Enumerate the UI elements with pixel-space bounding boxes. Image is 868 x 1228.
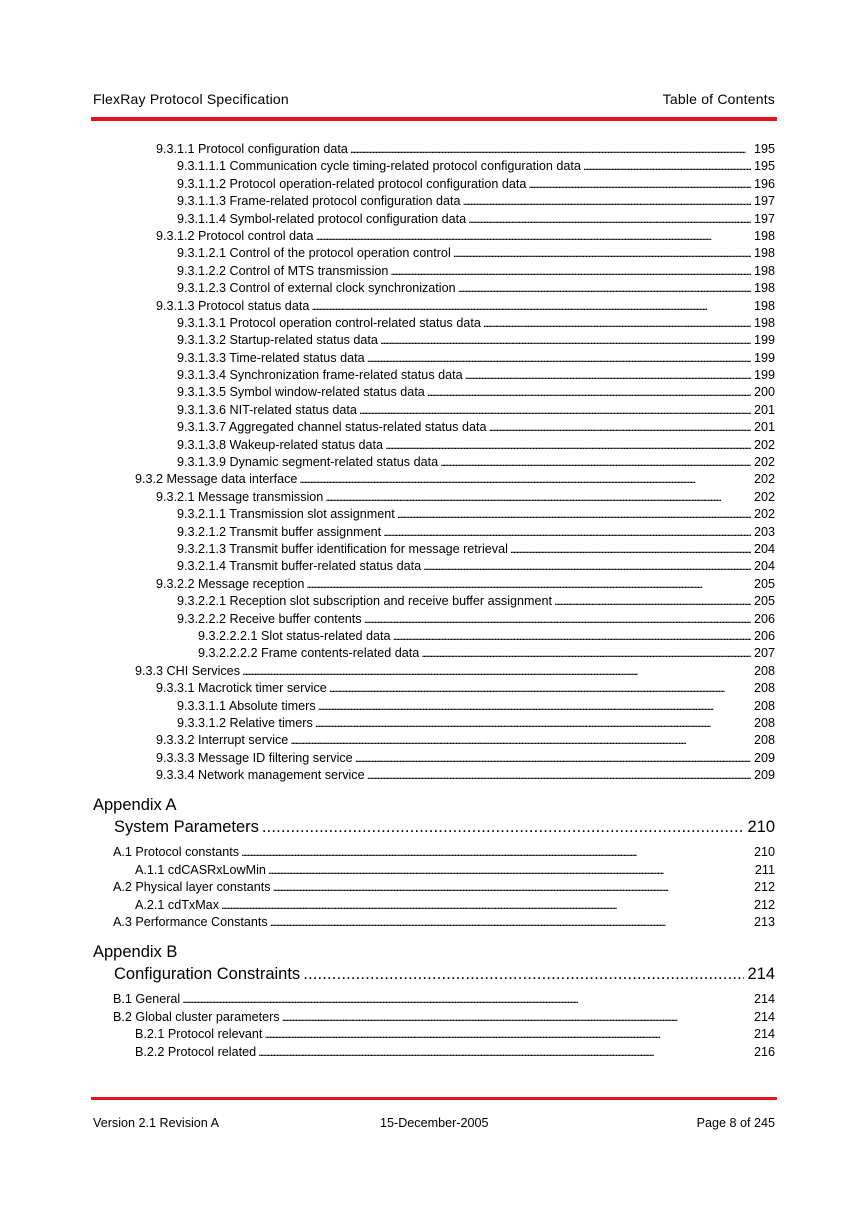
toc-entry[interactable]: [93, 558, 775, 575]
dot-leader: [364, 611, 751, 628]
page-number: Page 8 of 245: [696, 1116, 775, 1130]
toc-entry-title: 9.3.2.2.1 Reception slot subscription and receive buffer assignment: [177, 594, 553, 609]
footer-rule: [91, 1097, 777, 1100]
dot-leader: [262, 816, 745, 838]
appendix-items: [93, 844, 775, 931]
toc-entry-page: 198: [753, 246, 775, 261]
dot-leader: [421, 645, 751, 662]
toc-entry-page: 209: [753, 768, 775, 783]
toc-entry-title: A.3 Performance Constants: [113, 915, 268, 930]
toc-entry[interactable]: [93, 991, 775, 1008]
toc-entry-page: 202: [753, 489, 775, 504]
toc-entry-title: 9.3.2.1.2 Transmit buffer assignment: [177, 524, 382, 539]
toc-entry-page: 212: [753, 880, 775, 895]
toc-entry-title: 9.3.1.2.3 Control of external clock synchronization: [177, 281, 456, 296]
dot-leader: [393, 628, 751, 645]
toc-entry-title: 9.3.2.2 Message reception: [156, 576, 305, 591]
dot-leader: [315, 715, 751, 732]
toc-entries: [93, 141, 775, 784]
toc-entry[interactable]: [93, 524, 775, 541]
toc-entry-page: 196: [753, 176, 775, 191]
dot-leader: [440, 454, 751, 471]
toc-entry[interactable]: [93, 897, 775, 914]
toc-entry-title: 9.3.3.2 Interrupt service: [156, 733, 289, 748]
dot-leader: [241, 844, 751, 861]
dot-leader: [182, 991, 751, 1008]
toc-entry-page: 204: [753, 541, 775, 556]
dot-leader: [270, 914, 751, 931]
toc-entry-title: 9.3.1.3.1 Protocol operation control-related status data: [177, 315, 481, 330]
toc-entry-title: 9.3.1.3.4 Synchronization frame-related status data: [177, 368, 463, 383]
toc-entry-page: 201: [753, 402, 775, 417]
appendix-label: Appendix A: [93, 796, 177, 815]
toc-entry-page: 200: [753, 385, 775, 400]
dot-leader: [583, 158, 751, 175]
toc-entry-page: 202: [753, 507, 775, 522]
toc-appendices: [93, 794, 775, 1061]
toc-entry-title: 9.3.2.2.2 Receive buffer contents: [177, 611, 362, 626]
toc-entry[interactable]: [93, 454, 775, 471]
version-label: Version 2.1 Revision A: [93, 1116, 220, 1130]
toc-entry-title: A.2.1 cdTxMax: [135, 897, 219, 912]
dot-leader: [488, 419, 751, 436]
dot-leader: [463, 193, 751, 210]
toc-entry-page: 207: [753, 646, 775, 661]
toc-entry[interactable]: [93, 263, 775, 280]
toc-entry-title: 9.3.2 Message data interface: [135, 472, 298, 487]
toc-entry-title: B.2.1 Protocol relevant: [135, 1027, 263, 1042]
dot-leader: [367, 350, 751, 367]
dot-leader: [273, 879, 752, 896]
toc-entry[interactable]: [93, 628, 775, 645]
toc-entry[interactable]: [93, 211, 775, 228]
toc-entry-title: 9.3.1.3.6 NIT-related status data: [177, 402, 357, 417]
toc-entry[interactable]: [93, 471, 775, 488]
dot-leader: [465, 367, 751, 384]
toc-entry-page: 214: [753, 992, 775, 1007]
page-footer: [93, 1116, 775, 1130]
toc-entry-page: 202: [753, 472, 775, 487]
appendix-block: [93, 941, 775, 1061]
toc-entry[interactable]: [93, 419, 775, 436]
toc-entry-page: 199: [753, 350, 775, 365]
toc-entry[interactable]: [93, 844, 775, 861]
dot-leader: [268, 862, 751, 879]
dot-leader: [316, 228, 751, 245]
dot-leader: [264, 1026, 751, 1043]
toc-entry-title: 9.3.1.2 Protocol control data: [156, 228, 314, 243]
dot-leader: [306, 576, 751, 593]
toc-entry[interactable]: [93, 298, 775, 315]
toc-entry-title: 9.3.1.2.2 Control of MTS transmission: [177, 263, 389, 278]
toc-entry-title: 9.3.1.1 Protocol configuration data: [156, 142, 348, 156]
dot-leader: [325, 489, 751, 506]
toc-entry-title: 9.3.3.1.1 Absolute timers: [177, 698, 316, 713]
appendix-items: [93, 991, 775, 1061]
dot-leader: [397, 506, 751, 523]
appendix-title: Configuration Constraints: [114, 965, 301, 984]
dot-leader: [390, 263, 751, 280]
toc-entry-title: 9.3.1.1.1 Communication cycle timing-related protocol configuration data: [177, 159, 581, 174]
toc-entry[interactable]: [93, 1044, 775, 1061]
dot-leader: [282, 1009, 751, 1026]
toc-entry-page: 208: [753, 663, 775, 678]
toc-entry-title: 9.3.1.2.1 Control of the protocol operation control: [177, 246, 451, 261]
dot-leader: [383, 524, 751, 541]
toc-entry[interactable]: [93, 315, 775, 332]
appendix-page: 210: [747, 818, 775, 837]
toc-entry[interactable]: [93, 402, 775, 419]
toc-entry-title: B.2.2 Protocol related: [135, 1044, 257, 1059]
dot-leader: [380, 332, 751, 349]
toc-entry[interactable]: [93, 767, 775, 784]
toc-entry[interactable]: [93, 367, 775, 384]
appendix-page: 214: [747, 965, 775, 984]
toc-entry-page: 205: [753, 594, 775, 609]
toc-entry-page: 211: [754, 862, 775, 877]
toc-entry[interactable]: [93, 228, 775, 245]
toc-entry-title: 9.3.2.2.2.1 Slot status-related data: [198, 628, 391, 643]
dot-leader: [510, 541, 751, 558]
dot-leader: [367, 767, 751, 784]
toc-entry[interactable]: [93, 576, 775, 593]
toc-entry[interactable]: [93, 193, 775, 210]
dot-leader: [221, 897, 751, 914]
dot-leader: [318, 698, 751, 715]
toc-entry[interactable]: [93, 350, 775, 367]
toc-entry-title: 9.3.1.3 Protocol status data: [156, 298, 310, 313]
appendix-title-row[interactable]: [93, 816, 775, 838]
toc-entry-page: 195: [753, 142, 775, 156]
toc-entry-title: 9.3.1.1.2 Protocol operation-related protocol configuration data: [177, 176, 527, 191]
dot-leader: [303, 963, 744, 985]
toc-entry[interactable]: [93, 141, 775, 158]
appendix-title: System Parameters: [114, 818, 259, 837]
toc-entry[interactable]: [93, 1009, 775, 1026]
toc-entry-page: 208: [753, 681, 775, 696]
toc-entry[interactable]: [93, 437, 775, 454]
toc-entry-page: 199: [753, 368, 775, 383]
appendix-block: [93, 794, 775, 931]
toc-entry[interactable]: [93, 732, 775, 749]
dot-leader: [385, 437, 751, 454]
toc-entry-page: 214: [753, 1027, 775, 1042]
dot-leader: [359, 402, 751, 419]
dot-leader: [423, 558, 751, 575]
toc-entry-title: 9.3.3.4 Network management service: [156, 768, 365, 783]
dot-leader: [242, 663, 751, 680]
toc-entry-title: A.1 Protocol constants: [113, 845, 240, 860]
toc-entry-page: 212: [753, 897, 775, 912]
toc-entry-title: 9.3.1.3.9 Dynamic segment-related status data: [177, 455, 439, 470]
toc-entry[interactable]: [93, 158, 775, 175]
toc-entry[interactable]: [93, 750, 775, 767]
toc-entry-title: 9.3.1.1.3 Frame-related protocol configuration data: [177, 194, 461, 209]
toc-entry-title: 9.3.1.3.7 Aggregated channel status-related status data: [177, 420, 487, 435]
toc-entry-title: 9.3.2.2.2.2 Frame contents-related data: [198, 646, 420, 661]
dot-leader: [528, 176, 751, 193]
toc-entry-page: 208: [753, 715, 775, 730]
toc-entry-page: 198: [753, 281, 775, 296]
toc-entry-title: 9.3.1.3.8 Wakeup-related status data: [177, 437, 384, 452]
toc-entry-title: 9.3.2.1.3 Transmit buffer identification for message retrieval: [177, 541, 508, 556]
toc-entry-page: 209: [753, 750, 775, 765]
toc-entry[interactable]: [93, 698, 775, 715]
toc-entry-title: 9.3.3.1 Macrotick timer service: [156, 681, 327, 696]
toc-entry[interactable]: [93, 862, 775, 879]
dot-leader: [329, 680, 751, 697]
toc-entry[interactable]: [93, 541, 775, 558]
toc-entry[interactable]: [93, 176, 775, 193]
page-header: [93, 91, 775, 111]
toc-entry-page: 208: [753, 698, 775, 713]
toc-entry[interactable]: [93, 914, 775, 931]
dot-leader: [483, 315, 751, 332]
toc-entry-title: 9.3.3.3 Message ID filtering service: [156, 750, 353, 765]
toc-entry-page: 208: [753, 733, 775, 748]
toc-entry-page: 198: [753, 298, 775, 313]
dot-leader: [290, 732, 751, 749]
dot-leader: [350, 141, 751, 158]
toc-entry-title: A.2 Physical layer constants: [113, 880, 271, 895]
toc-entry-page: 204: [753, 559, 775, 574]
toc-entry[interactable]: [93, 1026, 775, 1043]
dot-leader: [299, 471, 751, 488]
toc-entry[interactable]: [93, 593, 775, 610]
appendix-label: Appendix B: [93, 943, 178, 962]
toc-entry-title: 9.3.2.1.1 Transmission slot assignment: [177, 507, 395, 522]
toc-entry[interactable]: [93, 879, 775, 896]
toc-entry-page: 206: [753, 628, 775, 643]
toc-entry-page: 199: [753, 333, 775, 348]
toc-entry-title: 9.3.3.1.2 Relative timers: [177, 715, 313, 730]
toc-entry-page: 197: [753, 194, 775, 209]
toc-entry-title: A.1.1 cdCASRxLowMin: [135, 862, 266, 877]
dot-leader: [355, 750, 751, 767]
toc-entry-title: 9.3.1.3.3 Time-related status data: [177, 350, 365, 365]
dot-leader: [554, 593, 751, 610]
dot-leader: [468, 211, 751, 228]
toc-entry[interactable]: [93, 332, 775, 349]
toc-entry[interactable]: [93, 611, 775, 628]
document-title: FlexRay Protocol Specification: [93, 91, 289, 107]
section-title: Table of Contents: [662, 91, 775, 107]
dot-leader: [427, 384, 751, 401]
toc-entry-title: 9.3.1.3.2 Startup-related status data: [177, 333, 378, 348]
toc-entry-page: 198: [753, 228, 775, 243]
toc-entry[interactable]: [93, 663, 775, 680]
toc-entry-title: 9.3.3 CHI Services: [135, 663, 240, 678]
toc-entry[interactable]: [93, 680, 775, 697]
toc-entry-page: 213: [753, 915, 775, 930]
appendix-title-row[interactable]: [93, 963, 775, 985]
toc-entry-page: 210: [753, 845, 775, 860]
toc-entry-title: 9.3.1.3.5 Symbol window-related status data: [177, 385, 425, 400]
toc-entry-title: B.1 General: [113, 992, 181, 1007]
toc-entry-title: 9.3.2.1 Message transmission: [156, 489, 324, 504]
toc-entry-page: 201: [753, 420, 775, 435]
header-rule: [91, 117, 777, 121]
dot-leader: [258, 1044, 751, 1061]
dot-leader: [458, 280, 751, 297]
toc-entry[interactable]: [93, 715, 775, 732]
toc-entry[interactable]: [93, 280, 775, 297]
toc-entry-page: 206: [753, 611, 775, 626]
dot-leader: [311, 298, 751, 315]
toc-entry-page: 197: [753, 211, 775, 226]
toc-entry[interactable]: [93, 489, 775, 506]
toc-entry-page: 198: [753, 315, 775, 330]
toc-entry-title: 9.3.1.1.4 Symbol-related protocol configuration data: [177, 211, 467, 226]
toc-entry-title: B.2 Global cluster parameters: [113, 1009, 280, 1024]
toc-entry[interactable]: [93, 384, 775, 401]
date-label: 15-December-2005: [380, 1116, 489, 1130]
toc-entry[interactable]: [93, 245, 775, 262]
toc-entry-title: 9.3.2.1.4 Transmit buffer-related status data: [177, 559, 422, 574]
dot-leader: [453, 245, 751, 262]
toc-entry-page: 216: [753, 1044, 775, 1059]
toc-entry-page: 202: [753, 455, 775, 470]
toc-entry-page: 203: [753, 524, 775, 539]
toc-entry-page: 198: [753, 263, 775, 278]
toc-entry-page: 202: [753, 437, 775, 452]
toc-entry-page: 205: [753, 576, 775, 591]
toc-entry-page: 195: [753, 159, 775, 174]
toc-entry-page: 214: [753, 1009, 775, 1024]
table-of-contents: [93, 141, 775, 1061]
toc-entry[interactable]: [93, 645, 775, 662]
toc-entry[interactable]: [93, 506, 775, 523]
